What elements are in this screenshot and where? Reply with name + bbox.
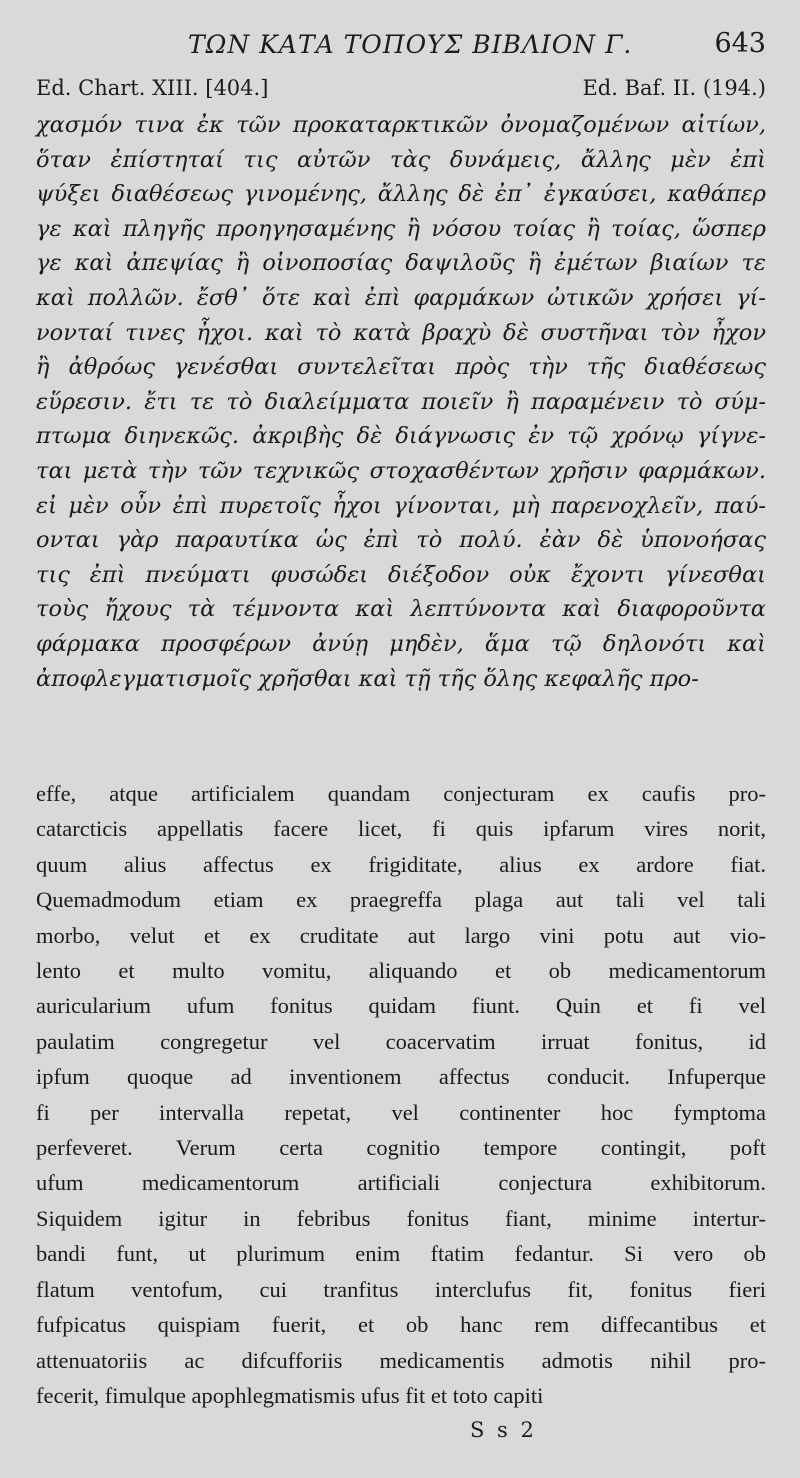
latin-text-line: morbo, velut et ex cruditate aut largo vini potu aut vio-: [36, 922, 766, 948]
latin-text-line: effe, atque artificialem quandam conjecturam ex caufis pro-: [36, 781, 766, 806]
latin-text-line: fecerit, fimulque apophlegmatismis ufus fit et toto capiti: [36, 1382, 544, 1408]
latin-text-line: perfeveret. Verum certa cognitio tempore contingit, poft: [36, 1135, 766, 1161]
greek-text-line: καὶ πολλῶν. ἔσθ᾽ ὅτε καὶ ἐπὶ φαρμάκων ὠτικῶν χρήσει γί-: [36, 284, 766, 311]
latin-text-line: auricularium ufum fonitus quidam fiunt. Quin et fi vel: [36, 993, 766, 1019]
latin-text-line: attenuatoriis ac difcufforiis medicamentis admotis nihil pro-: [36, 1347, 766, 1373]
latin-text-line: catarcticis appellatis facere licet, fi quis ipfarum vires norit,: [36, 816, 766, 842]
latin-text-line: Quemadmodum etiam ex praegreffa plaga aut tali vel tali: [36, 887, 766, 913]
greek-text-line: εἰ μὲν οὖν ἐπὶ πυρετοῖς ἦχοι γίνονται, μὴ παρενοχλεῖν, παύ-: [36, 492, 766, 519]
greek-text-line: χασμόν τινα ἐκ τῶν προκαταρκτικῶν ὀνομαζομένων αἰτίων,: [36, 112, 766, 138]
greek-text-line: εὕρεσιν. ἔτι τε τὸ διαλείμματα ποιεῖν ἢ παραμένειν τὸ σύμ-: [36, 388, 766, 415]
greek-text-line: φάρμακα προσφέρων ἀνύῃ μηδὲν, ἅμα τῷ δηλονότι καὶ: [36, 630, 766, 657]
edition-basel: Ed. Baf. II. (194.): [582, 76, 766, 100]
latin-text-line: paulatim congregetur vel coacervatim irruat fonitus, id: [36, 1028, 766, 1054]
latin-text-line: flatum ventofum, cui tranfitus interclufus fit, fonitus fieri: [36, 1276, 766, 1302]
greek-text-line: ἀποφλεγματισμοῖς χρῆσθαι καὶ τῇ τῆς ὅλης κεφαλῆς προ-: [36, 665, 699, 692]
greek-text-block: [36, 108, 766, 696]
page-header: [0, 28, 800, 62]
greek-text-line: πτωμα διηνεκῶς. ἀκριβὴς δὲ διάγνωσις ἐν τῷ χρόνῳ γίγνε-: [36, 423, 766, 450]
greek-text-line: γε καὶ πληγῆς προηγησαμένης ἢ νόσου τοίας ἢ τοίας, ὥσπερ: [36, 215, 766, 242]
greek-text-line: ονται γὰρ παραυτίκα ὡς ἐπὶ τὸ πολύ. ἐὰν δὲ ὑπονοήσας: [36, 527, 766, 554]
greek-text-line: ὅταν ἐπίστηταί τις αὐτῶν τὰς δυνάμεις, ἄλλης μὲν ἐπὶ: [36, 146, 766, 173]
latin-text-line: Siquidem igitur in febribus fonitus fiant, minime intertur-: [36, 1205, 766, 1231]
greek-text-line: ται μετὰ τὴν τῶν τεχνικῶς στοχασθέντων χρῆσιν φαρμάκων.: [36, 457, 766, 484]
latin-text-line: bandi funt, ut plurimum enim ftatim fedantur. Si vero ob: [36, 1241, 766, 1267]
running-title: ΤΩΝ ΚΑΤΑ ΤΟΠΟΥΣ ΒΙΒΛΙΟΝ Γ.: [188, 30, 633, 59]
greek-text-line: γε καὶ ἀπεψίας ἢ οἰνοποσίας δαψιλοῦς ἢ ἐμέτων βιαίων τε: [36, 250, 766, 277]
latin-text-line: fi per intervalla repetat, vel continenter hoc fymptoma: [36, 1099, 766, 1125]
greek-text-line: τοὺς ἤχους τὰ τέμνοντα καὶ λεπτύνοντα καὶ διαφοροῦντα: [36, 596, 766, 623]
greek-text-line: ἢ ἀθρόως γενέσθαι συντελεῖται πρὸς τὴν τῆς διαθέσεως: [36, 354, 766, 381]
latin-text-line: fufpicatus quispiam fuerit, et ob hanc rem diffecantibus et: [36, 1312, 766, 1338]
edition-line: [36, 76, 766, 106]
latin-text-line: quum alius affectus ex frigiditate, alius ex ardore fiat.: [36, 851, 766, 877]
greek-text-line: τις ἐπὶ πνεύματι φυσώδει διέξοδον οὐκ ἔχοντι γίνεσθαι: [36, 561, 766, 588]
latin-text-block: [36, 776, 766, 1413]
greek-text-line: ψύξει διαθέσεως γινομένης, ἄλλης δὲ ἐπ᾽ ἐγκαύσει, καθάπερ: [36, 181, 766, 208]
latin-text-line: ufum medicamentorum artificiali conjectura exhibitorum.: [36, 1170, 766, 1196]
latin-text-line: lento et multo vomitu, aliquando et ob medicamentorum: [36, 958, 766, 984]
latin-text-line: ipfum quoque ad inventionem affectus conducit. Infuperque: [36, 1064, 766, 1090]
edition-chartier: Ed. Chart. XIII. [404.]: [36, 76, 269, 100]
page-number: 643: [714, 28, 766, 59]
greek-text-line: νονταί τινες ἦχοι. καὶ τὸ κατὰ βραχὺ δὲ συστῆναι τὸν ἦχον: [36, 319, 766, 346]
signature-mark: S s 2: [470, 1418, 537, 1442]
